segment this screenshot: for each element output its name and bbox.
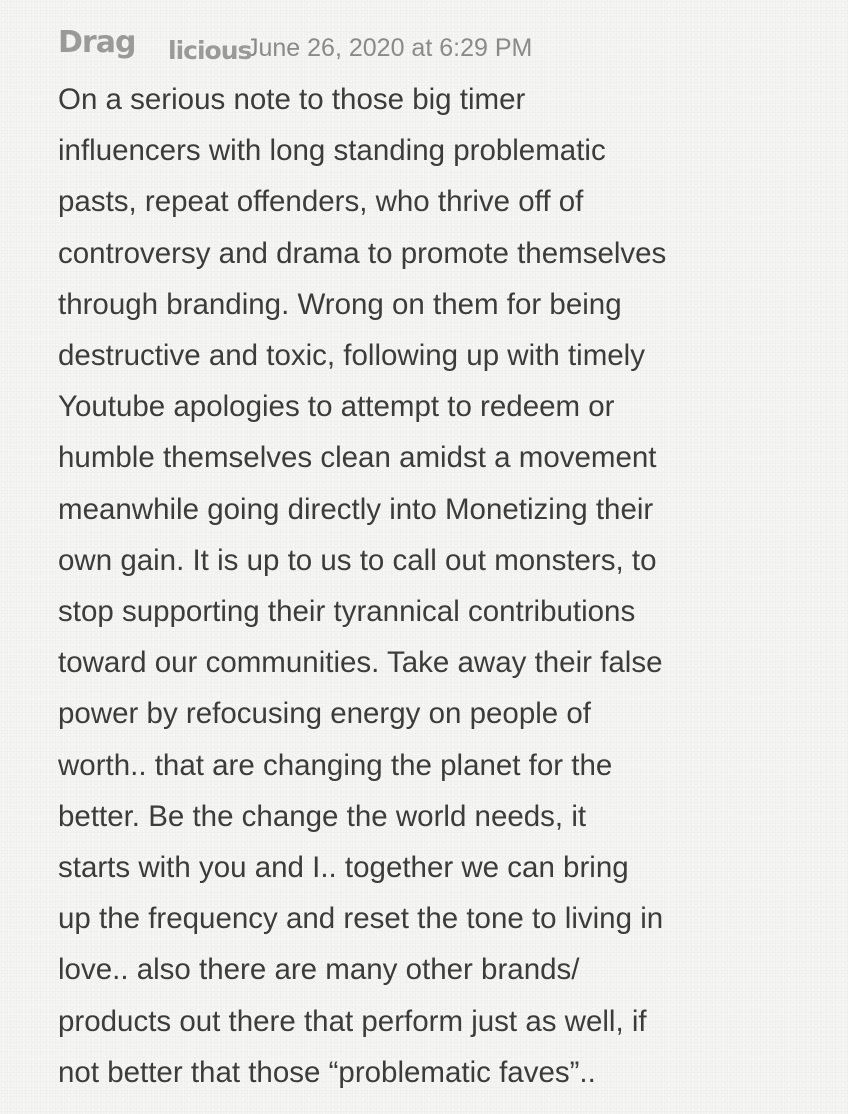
note-timestamp: June 26, 2020 at 6:29 PM: [246, 34, 533, 62]
note-line: worth.. that are changing the planet for the: [58, 748, 613, 782]
note-line: products out there that perform just as well, if: [58, 1004, 647, 1038]
note-line: meanwhile going directly into Monetizing their: [58, 492, 654, 526]
note-line: own gain. It is up to us to call out monsters, to: [58, 543, 657, 577]
note-line: up the frequency and reset the tone to living in: [58, 902, 664, 936]
note-line: through branding. Wrong on them for being: [58, 287, 622, 321]
note-body: [58, 74, 828, 1098]
note-line: humble themselves clean amidst a movement: [58, 441, 657, 475]
logo-part-drag: Drag: [58, 25, 136, 60]
note-line: love.. also there are many other brands/: [58, 953, 580, 987]
note-line: starts with you and I.. together we can bring: [58, 851, 629, 885]
note-line: Youtube apologies to attempt to redeem or: [58, 390, 615, 424]
note-line: stop supporting their tyrannical contributions: [58, 595, 636, 629]
note-line: toward our communities. Take away their false: [58, 646, 663, 680]
note-line: influencers with long standing problematic: [58, 134, 606, 168]
note-line: not better that those “problematic faves”..: [58, 1055, 596, 1089]
note-line: controversy and drama to promote themselves: [58, 236, 667, 270]
note-line: On a serious note to those big timer: [58, 83, 526, 116]
draglicious-logo: [58, 25, 252, 70]
note-line: destructive and toxic, following up with timely: [58, 339, 645, 373]
note-line: better. Be the change the world needs, it: [58, 799, 587, 833]
logo-part-licious: licious: [168, 36, 252, 65]
note-header: [58, 22, 828, 70]
note-line: pasts, repeat offenders, who thrive off of: [58, 185, 584, 219]
note-container: [58, 22, 828, 1098]
note-line: power by refocusing energy on people of: [58, 697, 591, 731]
